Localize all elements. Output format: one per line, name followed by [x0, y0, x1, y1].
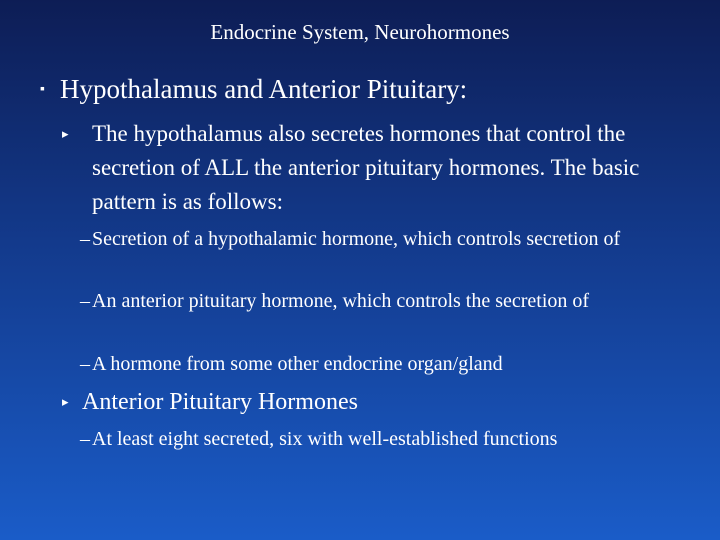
- detail-item: [80, 286, 680, 317]
- sub-bullet: [62, 385, 662, 419]
- triangle-bullet-icon: ▸: [62, 394, 69, 409]
- detail-item-text: An anterior pituitary hormone, which controls the secretion of: [92, 290, 590, 312]
- detail-item: [80, 349, 680, 380]
- detail-item-text: A hormone from some other endocrine organ/gland: [92, 353, 503, 375]
- main-bullet-text: Hypothalamus and Anterior Pituitary:: [60, 74, 468, 104]
- detail-item: [80, 224, 680, 255]
- sub-bullet: [62, 117, 662, 219]
- dash-bullet-icon: –: [80, 428, 90, 450]
- main-bullet: [40, 74, 467, 105]
- triangle-bullet-icon: ▸: [62, 126, 69, 141]
- dash-bullet-icon: –: [80, 353, 90, 375]
- square-bullet-icon: ▪: [40, 82, 45, 97]
- dash-bullet-icon: –: [80, 228, 90, 250]
- slide-title: Endocrine System, Neurohormones: [210, 20, 510, 44]
- detail-item-text: At least eight secreted, six with well-established functions: [92, 428, 558, 450]
- detail-item-text: Secretion of a hypothalamic hormone, which controls secretion of: [92, 228, 621, 250]
- sub-bullet-text: Anterior Pituitary Hormones: [82, 389, 358, 415]
- sub-bullet-text: The hypothalamus also secretes hormones that control the secretion of ALL the anterior pituitary hormones. The basic pattern is as follows:: [92, 121, 640, 214]
- detail-item: [80, 424, 680, 455]
- dash-bullet-icon: –: [80, 290, 90, 312]
